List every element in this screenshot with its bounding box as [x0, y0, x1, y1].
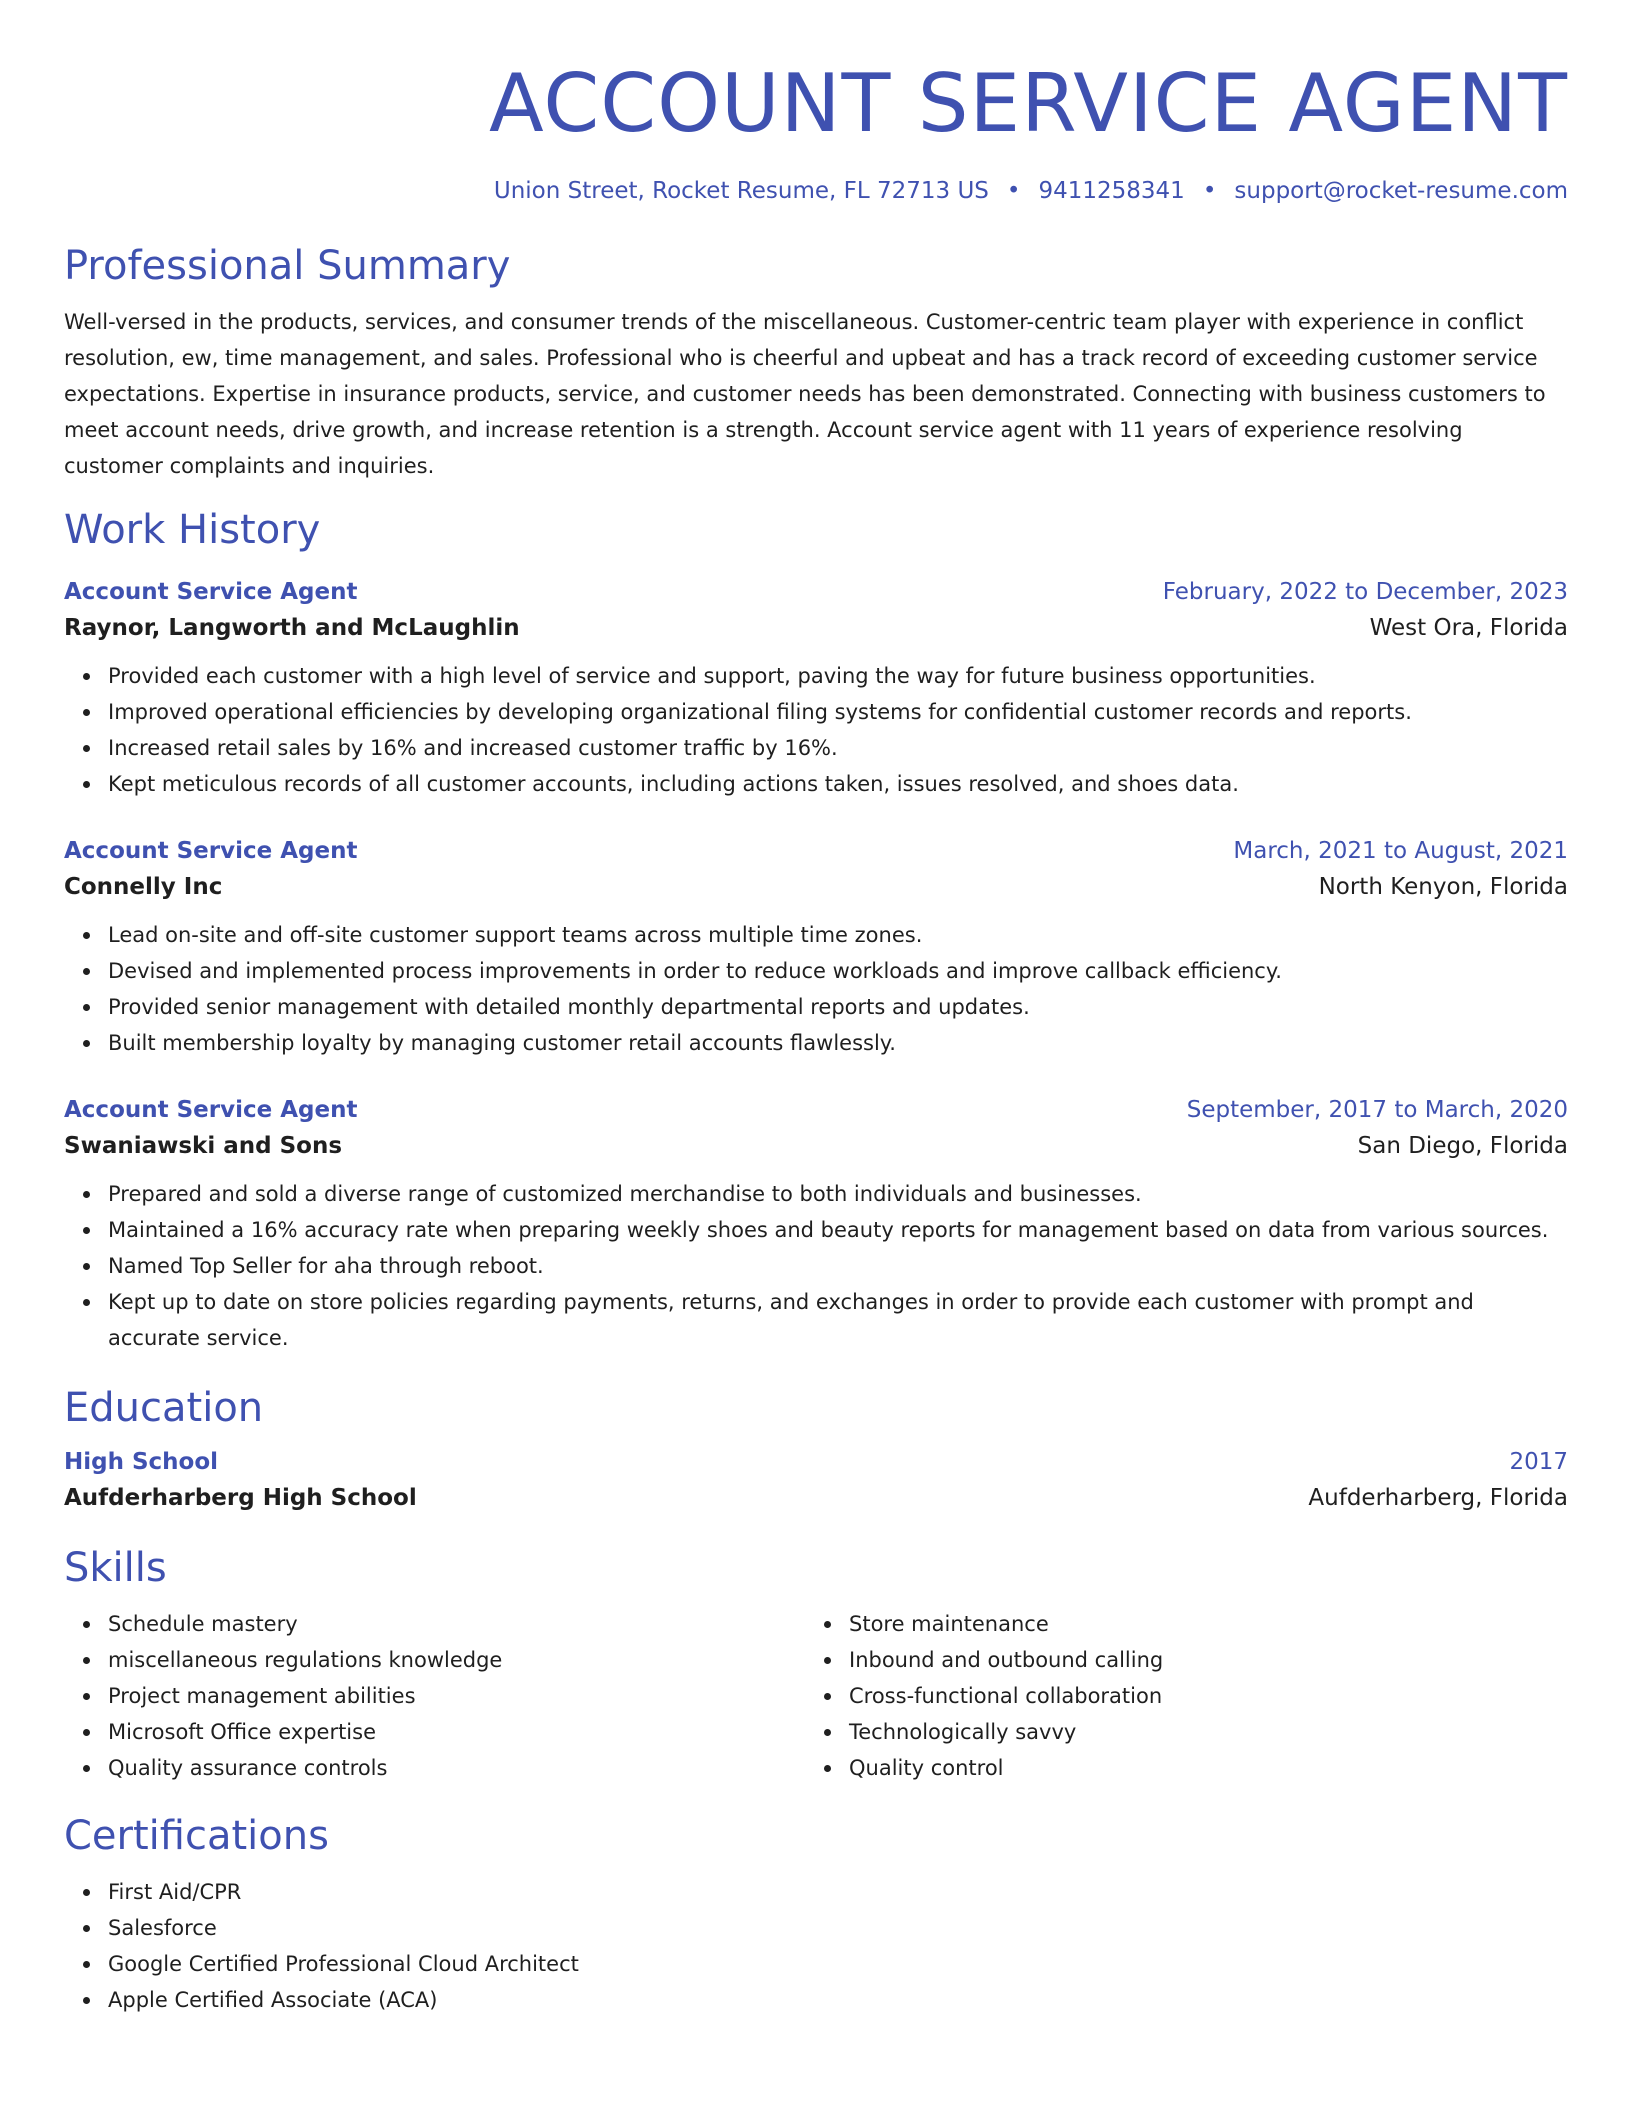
- skills-list-left: [64, 1606, 805, 1786]
- contact-separator: •: [1006, 178, 1021, 204]
- work-history-heading: Work History: [64, 507, 321, 553]
- education-location: Aufderharberg, Florida: [1308, 1485, 1568, 1511]
- certifications-list: [64, 1874, 1568, 2018]
- skill-item: Project management abilities: [108, 1678, 805, 1714]
- certification-item: Apple Certified Associate (ACA): [108, 1982, 1568, 2018]
- resume-page: [64, 0, 1568, 2018]
- certification-item: First Aid/CPR: [108, 1874, 1568, 1910]
- job-company: Raynor, Langworth and McLaughlin: [64, 615, 520, 641]
- job-title: Account Service Agent: [64, 1097, 358, 1123]
- job-location: San Diego, Florida: [1357, 1133, 1568, 1159]
- job-bullets: [64, 917, 1568, 1061]
- job-bullet: Built membership loyalty by managing customer retail accounts flawlessly.: [108, 1025, 1568, 1061]
- job-company: Swaniawski and Sons: [64, 1133, 343, 1159]
- job-bullet: Kept meticulous records of all customer accounts, including actions taken, issues resolved, and shoes data.: [108, 766, 1568, 802]
- job-entry: [64, 1094, 1568, 1356]
- job-location: North Kenyon, Florida: [1318, 874, 1568, 900]
- resume-name: ACCOUNT SERVICE AGENT: [489, 57, 1568, 150]
- skill-item: Cross-functional collaboration: [849, 1678, 1565, 1714]
- skill-item: miscellaneous regulations knowledge: [108, 1642, 805, 1678]
- job-entry: [64, 835, 1568, 1061]
- contact-phone: 9411258341: [1038, 178, 1185, 204]
- skill-item: Store maintenance: [849, 1606, 1565, 1642]
- skills-heading: Skills: [64, 1545, 167, 1591]
- job-bullet: Lead on-site and off-site customer support teams across multiple time zones.: [108, 917, 1568, 953]
- contact-separator: •: [1202, 178, 1217, 204]
- job-title: Account Service Agent: [64, 579, 358, 605]
- job-bullets: [64, 658, 1568, 802]
- job-bullet: Improved operational efficiencies by developing organizational filing systems for confidential customer records and reports.: [108, 694, 1568, 730]
- skills-grid: [64, 1606, 1568, 1786]
- job-bullet: Maintained a 16% accuracy rate when preparing weekly shoes and beauty reports for management based on data from various sources.: [108, 1212, 1568, 1248]
- skill-item: Schedule mastery: [108, 1606, 805, 1642]
- contact-email[interactable]: support@rocket-resume.com: [1234, 178, 1568, 204]
- summary-text: Well-versed in the products, services, and consumer trends of the miscellaneous. Customer-centric team player with experience in conflict resolution, ew, time management, and sales. Professional who is cheerful and upbeat and has a track record of exceeding customer service expectations. Expertise in insurance products, service, and customer needs has been demonstrated. Connecting with business customers to meet account needs, drive growth, and increase retention is a strength. Account service agent with 11 years of experience resolving customer complaints and inquiries.: [64, 310, 1546, 478]
- job-bullet: Provided each customer with a high level of service and support, paving the way for future business opportunities.: [108, 658, 1568, 694]
- job-entry: [64, 576, 1568, 802]
- skill-item: Technologically savvy: [849, 1714, 1565, 1750]
- job-dates: March, 2021 to August, 2021: [1233, 838, 1568, 864]
- certification-item: Google Certified Professional Cloud Architect: [108, 1946, 1568, 1982]
- contact-line: [64, 176, 1568, 206]
- skill-item: Inbound and outbound calling: [849, 1642, 1565, 1678]
- skill-item: Microsoft Office expertise: [108, 1714, 805, 1750]
- contact-address: Union Street, Rocket Resume, FL 72713 US: [493, 178, 989, 204]
- job-bullet: Kept up to date on store policies regarding payments, returns, and exchanges in order to provide each customer with prompt and accurate service.: [108, 1284, 1568, 1356]
- education-year: 2017: [1509, 1449, 1568, 1475]
- education-degree: High School: [64, 1449, 219, 1475]
- job-company: Connelly Inc: [64, 874, 223, 900]
- skills-list-right: [805, 1606, 1565, 1786]
- job-dates: February, 2022 to December, 2023: [1162, 579, 1568, 605]
- job-dates: September, 2017 to March, 2020: [1186, 1097, 1568, 1123]
- job-title: Account Service Agent: [64, 838, 358, 864]
- job-bullet: Named Top Seller for aha through reboot.: [108, 1248, 1568, 1284]
- skill-item: Quality assurance controls: [108, 1750, 805, 1786]
- summary-heading: Professional Summary: [64, 243, 511, 289]
- education-school: Aufderharberg High School: [64, 1485, 417, 1511]
- job-bullet: Devised and implemented process improvements in order to reduce workloads and improve callback efficiency.: [108, 953, 1568, 989]
- skill-item: Quality control: [849, 1750, 1565, 1786]
- job-bullet: Prepared and sold a diverse range of customized merchandise to both individuals and businesses.: [108, 1176, 1568, 1212]
- job-location: West Ora, Florida: [1369, 615, 1568, 641]
- job-bullet: Provided senior management with detailed monthly departmental reports and updates.: [108, 989, 1568, 1025]
- job-bullet: Increased retail sales by 16% and increased customer traffic by 16%.: [108, 730, 1568, 766]
- certification-item: Salesforce: [108, 1910, 1568, 1946]
- certifications-heading: Certifications: [64, 1813, 329, 1859]
- education-entry: [64, 1446, 1568, 1518]
- education-heading: Education: [64, 1385, 264, 1431]
- job-bullets: [64, 1176, 1568, 1356]
